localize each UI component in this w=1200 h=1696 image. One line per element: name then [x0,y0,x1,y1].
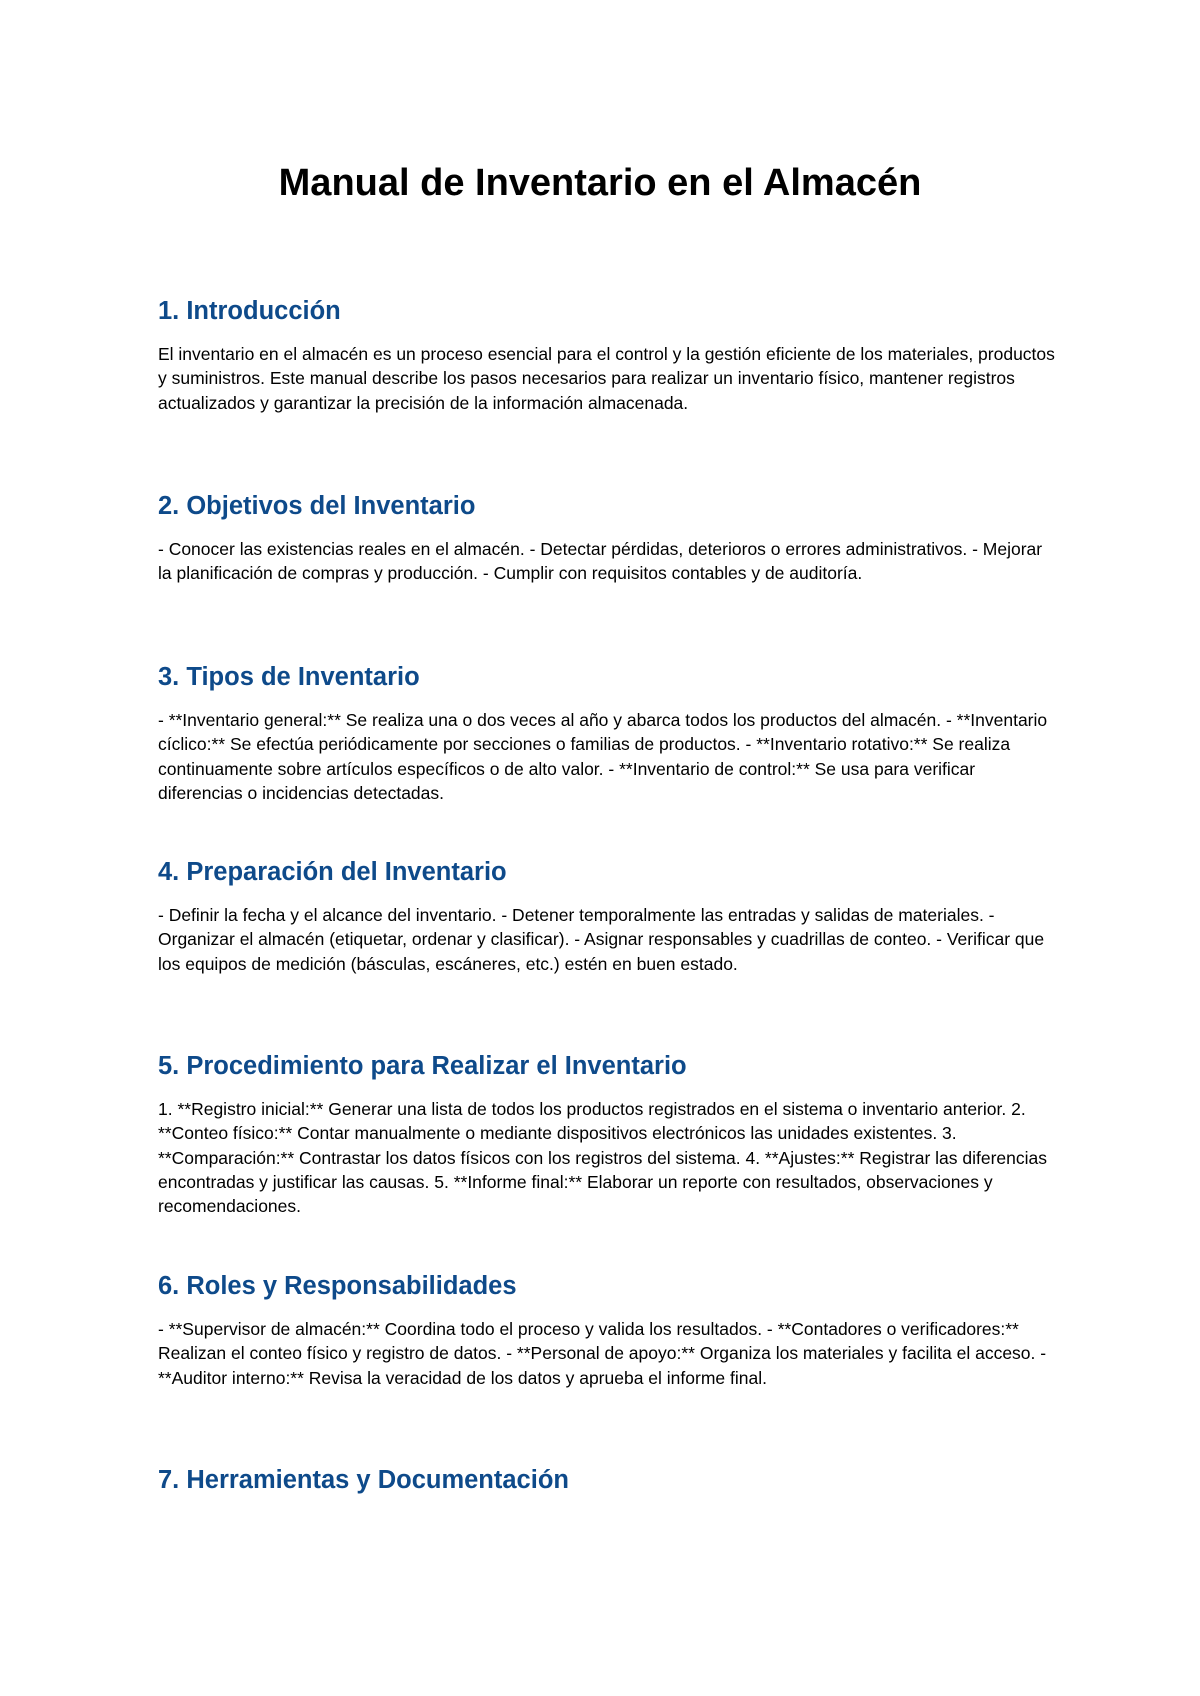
section-heading: 6. Roles y Responsabilidades [158,1272,517,1300]
section-introduccion [158,294,1058,415]
section-body: - **Supervisor de almacén:** Coordina todo el proceso y valida los resultados. - **Contadores o verificadores:** Realizan el conteo físico y registro de datos. - **Personal de apoyo:** Organiza los materiales y facilita el acceso. - **Auditor interno:** Revisa la veracidad de los datos y aprueba el informe final. [158,1319,1047,1388]
section-body: - Conocer las existencias reales en el almacén. - Detectar pérdidas, deterioros o errores administrativos. - Mejorar la planificación de compras y producción. - Cumplir con requisitos contables y de auditoría. [158,539,1043,584]
section-tipos [158,660,1058,805]
section-heading: 5. Procedimiento para Realizar el Inventario [158,1052,687,1080]
section-heading: 4. Preparación del Inventario [158,858,507,886]
section-herramientas [158,1463,1058,1497]
section-heading: 7. Herramientas y Documentación [158,1466,569,1494]
section-heading: 2. Objetivos del Inventario [158,492,476,520]
section-preparacion [158,855,1058,976]
section-heading: 3. Tipos de Inventario [158,663,420,691]
section-body: El inventario en el almacén es un proceso esencial para el control y la gestión eficiente de los materiales, productos y suministros. Este manual describe los pasos necesarios para realizar un inventario físico, mantener registros actualizados y garantizar la precisión de la información almacenada. [158,344,1055,413]
section-body: 1. **Registro inicial:** Generar una lista de todos los productos registrados en el sistema o inventario anterior. 2. **Conteo físico:** Contar manualmente o mediante dispositivos electrónicos las unidades existentes. 3. **Comparación:** Contrastar los datos físicos con los registros del sistema. 4. **Ajustes:** Registrar las diferencias encontradas y justificar las causas. 5. **Informe final:** Elaborar un reporte con resultados, observaciones y recomendaciones. [158,1099,1047,1217]
document-title: Manual de Inventario en el Almacén [278,162,922,204]
section-procedimiento [158,1049,1058,1218]
section-body: - Definir la fecha y el alcance del inventario. - Detener temporalmente las entradas y salidas de materiales. - Organizar el almacén (etiquetar, ordenar y clasificar). - Asignar responsables y cuadrillas de conteo. - Verificar que los equipos de medición (básculas, escáneres, etc.) estén en buen estado. [158,905,1045,974]
section-objetivos [158,489,1058,586]
section-roles [158,1269,1058,1390]
section-heading: 1. Introducción [158,297,341,325]
section-body: - **Inventario general:** Se realiza una o dos veces al año y abarca todos los productos del almacén. - **Inventario cíclico:** Se efectúa periódicamente por secciones o familias de productos. - **Inventario rotativo:** Se realiza continuamente sobre artículos específicos o de alto valor. - **Inventario de control:** Se usa para verificar diferencias o incidencias detectadas. [158,710,1048,803]
